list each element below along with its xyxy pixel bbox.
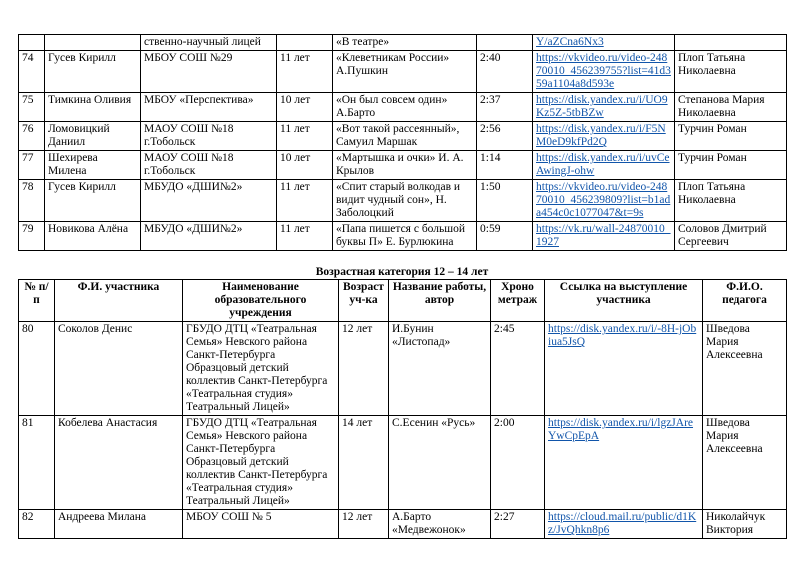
duration-cell: 2:40	[477, 51, 533, 93]
teacher-cell: Турчин Роман	[675, 122, 787, 151]
row-number: 74	[19, 51, 45, 93]
participant-name: Новикова Алёна	[45, 222, 141, 251]
age-cell: 11 лет	[277, 122, 333, 151]
column-header-teacher: Ф.И.О. педагога	[703, 280, 787, 322]
participants-table-12-14	[18, 279, 787, 539]
teacher-cell: Соловов Дмитрий Сергеевич	[675, 222, 787, 251]
school-cell: МБОУ СОШ №29	[141, 51, 277, 93]
age-cell: 12 лет	[339, 510, 389, 539]
performance-link[interactable]: https://disk.yandex.ru/i/F5NM0eD9kfPd2Q	[536, 123, 666, 148]
work-cell: «Мартышка и очки» И. А. Крылов	[333, 151, 477, 180]
performance-link[interactable]: https://disk.yandex.ru/i/lgzJAreYwCpEpA	[548, 417, 694, 442]
table-row-fragment	[19, 35, 787, 51]
age-cell: 11 лет	[277, 180, 333, 222]
table-row	[19, 122, 787, 151]
duration-cell: 1:14	[477, 151, 533, 180]
performance-link[interactable]: https://disk.yandex.ru/i/uvCeAwingJ-ohw	[536, 152, 670, 177]
duration-cell: 2:27	[491, 510, 545, 539]
column-header-school: Наименование образовательного учреждения	[183, 280, 339, 322]
school-cell: МБУДО «ДШИ№2»	[141, 222, 277, 251]
performance-link[interactable]: https://vk.ru/wall-24870010_1927	[536, 223, 671, 248]
age-cell: 12 лет	[339, 322, 389, 416]
row-number: 75	[19, 93, 45, 122]
participant-name: Андреева Милана	[55, 510, 183, 539]
row-number: 80	[19, 322, 55, 416]
table-row	[19, 180, 787, 222]
column-header-number: № п/п	[19, 280, 55, 322]
duration-cell: 0:59	[477, 222, 533, 251]
teacher-cell: Николайчук Виктория	[703, 510, 787, 539]
work-cell: С.Есенин «Русь»	[389, 416, 491, 510]
school-cell: МБУДО «ДШИ№2»	[141, 180, 277, 222]
row-number: 78	[19, 180, 45, 222]
work-cell: И.Бунин «Листопад»	[389, 322, 491, 416]
participant-name: Шехирева Милена	[45, 151, 141, 180]
performance-link[interactable]: https://disk.yandex.ru/i/UO9Kz5Z-5tbBZw	[536, 94, 668, 119]
table-row	[19, 151, 787, 180]
school-cell: ГБУДО ДТЦ «Театральная Семья» Невского района Санкт-Петербурга Образцовый детский коллектив Санкт-Петербурга «Театральная студия» Театральный Лицей»	[183, 416, 339, 510]
teacher-cell: Шведова Мария Алексеевна	[703, 416, 787, 510]
column-header-duration: Хроно метраж	[491, 280, 545, 322]
participant-name: Тимкина Оливия	[45, 93, 141, 122]
work-cell: «Клеветникам России» А.Пушкин	[333, 51, 477, 93]
work-cell: «Он был совсем один» А.Барто	[333, 93, 477, 122]
row-number: 79	[19, 222, 45, 251]
performance-link[interactable]: https://cloud.mail.ru/public/d1Kz/JvQhkn8p6	[548, 511, 697, 536]
column-header-name: Ф.И. участника	[55, 280, 183, 322]
duration-cell: 2:37	[477, 93, 533, 122]
row-number: 82	[19, 510, 55, 539]
work-cell: «Спит старый волкодав и видит чудный сон», Н. Заболоцкий	[333, 180, 477, 222]
column-header-link: Ссылка на выступление участника	[545, 280, 703, 322]
performance-link[interactable]: Y/aZCna6Nx3	[536, 36, 604, 48]
school-cell: ственно-научный лицей	[141, 35, 277, 51]
work-cell: «В театре»	[333, 35, 477, 51]
table-row	[19, 51, 787, 93]
table-row	[19, 510, 787, 539]
teacher-cell: Плоп Татьяна Николаевна	[675, 51, 787, 93]
teacher-cell: Турчин Роман	[675, 151, 787, 180]
school-cell: ГБУДО ДТЦ «Театральная Семья» Невского района Санкт-Петербурга Образцовый детский коллектив Санкт-Петербурга «Театральная студия» Театральный Лицей»	[183, 322, 339, 416]
duration-cell: 1:50	[477, 180, 533, 222]
age-cell: 11 лет	[277, 51, 333, 93]
duration-cell: 2:45	[491, 322, 545, 416]
school-cell: МАОУ СОШ №18 г.Тобольск	[141, 122, 277, 151]
table-header-row	[19, 280, 787, 322]
row-number: 77	[19, 151, 45, 180]
school-cell: МБОУ СОШ № 5	[183, 510, 339, 539]
teacher-cell: Шведова Мария Алексеевна	[703, 322, 787, 416]
performance-link[interactable]: https://disk.yandex.ru/i/-8H-jObiua5JsQ	[548, 323, 697, 348]
duration-cell: 2:00	[491, 416, 545, 510]
age-cell: 14 лет	[339, 416, 389, 510]
school-cell: МБОУ «Перспектива»	[141, 93, 277, 122]
participant-name: Гусев Кирилл	[45, 51, 141, 93]
work-cell: А.Барто «Медвежонок»	[389, 510, 491, 539]
age-category-title: Возрастная категория 12 – 14 лет	[315, 266, 489, 278]
participant-name: Гусев Кирилл	[45, 180, 141, 222]
school-cell: МАОУ СОШ №18 г.Тобольск	[141, 151, 277, 180]
row-number: 81	[19, 416, 55, 510]
participant-name: Кобелева Анастасия	[55, 416, 183, 510]
work-cell: «Вот такой рассеянный», Самуил Маршак	[333, 122, 477, 151]
participant-name: Соколов Денис	[55, 322, 183, 416]
participants-table-10-11	[18, 34, 787, 251]
age-cell: 10 лет	[277, 93, 333, 122]
performance-link[interactable]: https://vkvideo.ru/video-24870010_456239809?list=b1ada454c0c1077047&t=9s	[536, 181, 671, 219]
duration-cell: 2:56	[477, 122, 533, 151]
age-cell: 10 лет	[277, 151, 333, 180]
work-cell: «Папа пишется с большой буквы П» Е. Бурлюкина	[333, 222, 477, 251]
teacher-cell: Степанова Мария Николаевна	[675, 93, 787, 122]
performance-link[interactable]: https://vkvideo.ru/video-24870010_456239755?list=41d359a1104a8d593e	[536, 52, 671, 90]
age-cell: 11 лет	[277, 222, 333, 251]
column-header-work: Название работы, автор	[389, 280, 491, 322]
table-row	[19, 416, 787, 510]
table-row	[19, 222, 787, 251]
row-number: 76	[19, 122, 45, 151]
table-row	[19, 322, 787, 416]
teacher-cell: Плоп Татьяна Николаевна	[675, 180, 787, 222]
participant-name: Ломовицкий Даниил	[45, 122, 141, 151]
column-header-age: Возраст уч-ка	[339, 280, 389, 322]
table-row	[19, 93, 787, 122]
